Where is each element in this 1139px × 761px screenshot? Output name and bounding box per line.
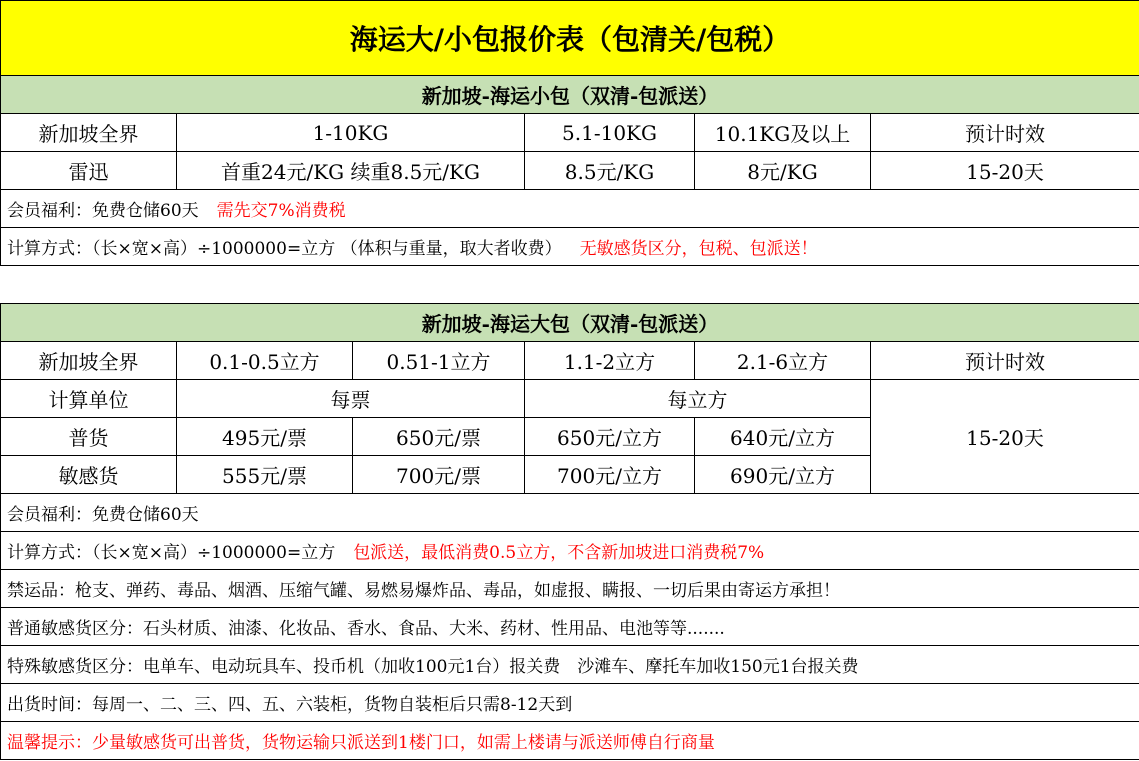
tax-note: 需先交7%消费税 <box>216 201 346 221</box>
price-cell: 650元/立方 <box>525 418 695 456</box>
price-cell: 700元/票 <box>353 456 525 494</box>
column-weight-2: 5.1-10KG <box>525 114 695 152</box>
special-sensitive-row: 特殊敏感货区分：电单车、电动玩具车、投币机（加收100元1台）报关费 沙滩车、摩托车加收150元1台报关费 <box>1 646 1139 684</box>
large-eta-cell: 15-20天 <box>871 380 1139 494</box>
small-benefit-row <box>1 190 1139 228</box>
unit-per-cbm: 每立方 <box>525 380 871 418</box>
price-cell: 640元/立方 <box>695 418 871 456</box>
small-parcel-price-row <box>1 152 1139 190</box>
column-volume-3: 1.1-2立方 <box>525 342 695 380</box>
normal-sensitive-row: 普通敏感货区分：石头材质、油漆、化妆品、香水、食品、大米、药材、性用品、电池等等....... <box>1 608 1139 646</box>
column-weight-3: 10.1KG及以上 <box>695 114 871 152</box>
price-cell: 首重24元/KG 续重8.5元/KG <box>177 152 525 190</box>
column-weight-1: 1-10KG <box>177 114 525 152</box>
calc-text: 计算方式：（长×宽×高）÷1000000=立方 （体积与重量，取大者收费） <box>7 239 562 259</box>
small-parcel-columns <box>1 114 1139 152</box>
spacer-row <box>1 266 1139 304</box>
column-volume-4: 2.1-6立方 <box>695 342 871 380</box>
calc-note: 包派送，最低消费0.5立方，不含新加坡进口消费税7% <box>353 543 765 563</box>
cargo-type: 普货 <box>1 418 177 456</box>
price-cell: 8元/KG <box>695 152 871 190</box>
eta-cell: 15-20天 <box>871 152 1139 190</box>
unit-per-ticket: 每票 <box>177 380 525 418</box>
price-cell: 650元/票 <box>353 418 525 456</box>
column-volume-2: 0.51-1立方 <box>353 342 525 380</box>
large-benefit-row: 会员福利：免费仓储60天 <box>1 494 1139 532</box>
cargo-type: 敏感货 <box>1 456 177 494</box>
tip-row: 温馨提示：少量敏感货可出普货，货物运输只派送到1楼门口，如需上楼请与派送师傅自行商量 <box>1 722 1139 760</box>
small-parcel-header: 新加坡-海运小包（双清-包派送） <box>1 76 1139 114</box>
prohibited-items-row: 禁运品：枪支、弹药、毒品、烟酒、压缩气罐、易燃易爆炸品、毒品，如虚报、瞒报、一切后果由寄运方承担！ <box>1 570 1139 608</box>
large-parcel-columns <box>1 342 1139 380</box>
price-cell: 555元/票 <box>177 456 353 494</box>
page-title: 海运大/小包报价表（包清关/包税） <box>1 1 1139 76</box>
small-calc-row <box>1 228 1139 266</box>
large-parcel-header: 新加坡-海运大包（双清-包派送） <box>1 304 1139 342</box>
price-cell: 700元/立方 <box>525 456 695 494</box>
carrier-name: 雷迅 <box>1 152 177 190</box>
large-calc-row <box>1 532 1139 570</box>
column-eta: 预计时效 <box>871 114 1139 152</box>
benefit-text: 会员福利：免费仓储60天 <box>7 201 199 221</box>
column-region: 新加坡全界 <box>1 114 177 152</box>
unit-row <box>1 380 1139 418</box>
calc-note: 无敏感货区分，包税、包派送！ <box>579 239 818 259</box>
price-cell: 495元/票 <box>177 418 353 456</box>
column-region: 新加坡全界 <box>1 342 177 380</box>
shipping-time-row: 出货时间：每周一、二、三、四、五、六装柜，货物自装柜后只需8-12天到 <box>1 684 1139 722</box>
price-cell: 690元/立方 <box>695 456 871 494</box>
calc-text: 计算方式：（长×宽×高）÷1000000=立方 <box>7 543 336 563</box>
column-volume-1: 0.1-0.5立方 <box>177 342 353 380</box>
unit-label: 计算单位 <box>1 380 177 418</box>
column-eta: 预计时效 <box>871 342 1139 380</box>
price-cell: 8.5元/KG <box>525 152 695 190</box>
